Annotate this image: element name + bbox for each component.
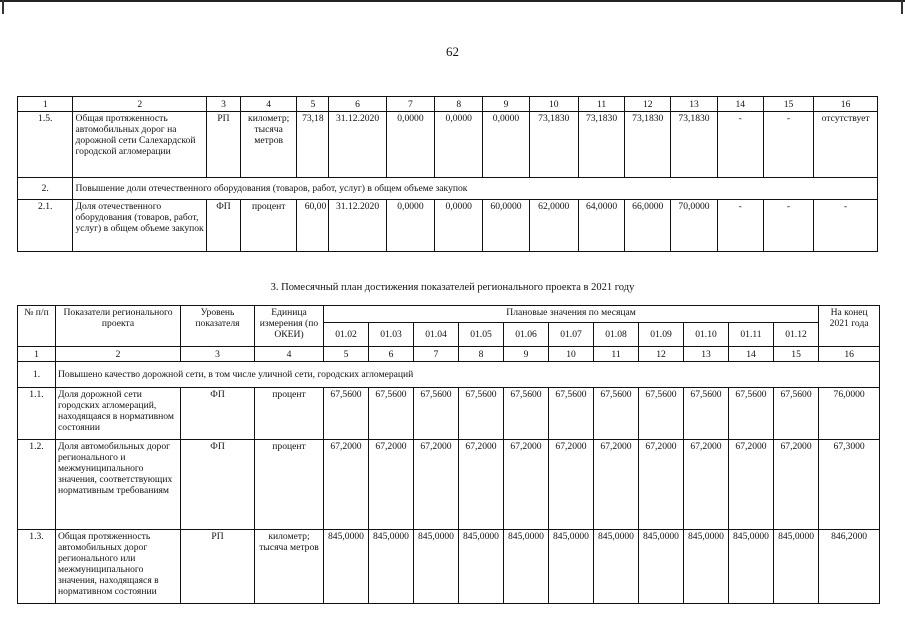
year-end-value: 76,0000 [819, 388, 880, 440]
table-row [18, 440, 880, 530]
month-value: 67,2000 [459, 440, 504, 530]
column-number: 11 [594, 347, 639, 362]
base-date: 31.12.2020 [329, 200, 387, 252]
row-number: 1.2. [18, 440, 56, 530]
indicator-name: Доля дорожной сети городских агломераций, находящаяся в нормативном состоянии [56, 388, 181, 440]
month-value: 67,2000 [549, 440, 594, 530]
row-number: 1. [18, 362, 56, 388]
month-header: 01.05 [459, 323, 504, 347]
header-cell: 7 [386, 97, 434, 112]
column-number: 7 [414, 347, 459, 362]
unit-cell: километр; тысяча метров [255, 530, 324, 604]
value-cell: 0,0000 [483, 112, 529, 178]
month-value: 67,2000 [324, 440, 369, 530]
indicator-level: РП [181, 530, 255, 604]
value-cell: 73,1830 [625, 112, 671, 178]
column-number: 9 [504, 347, 549, 362]
month-value: 67,2000 [729, 440, 774, 530]
indicator-header: Показатели регионального проекта [56, 306, 181, 347]
column-number: 4 [255, 347, 324, 362]
month-value: 67,5600 [729, 388, 774, 440]
value-cell: - [763, 200, 813, 252]
column-number: 10 [549, 347, 594, 362]
base-date: 31.12.2020 [329, 112, 387, 178]
column-number: 5 [324, 347, 369, 362]
header-cell: 6 [329, 97, 387, 112]
month-header: 01.03 [369, 323, 414, 347]
value-cell: - [717, 200, 763, 252]
header-cell: 16 [814, 97, 878, 112]
month-header: 01.02 [324, 323, 369, 347]
month-value: 67,2000 [414, 440, 459, 530]
comment-cell: отсутствует [814, 112, 878, 178]
month-value: 67,5600 [549, 388, 594, 440]
unit-cell: километр; тысяча метров [240, 112, 297, 178]
header-cell: 15 [763, 97, 813, 112]
header-cell: 5 [297, 97, 329, 112]
month-value: 67,2000 [369, 440, 414, 530]
month-value: 845,0000 [684, 530, 729, 604]
column-number-row [18, 347, 880, 362]
section-title: 3. Помесячный план достижения показателей регионального проекта в 2021 году [270, 282, 635, 293]
column-number: 8 [459, 347, 504, 362]
month-value: 67,2000 [639, 440, 684, 530]
month-value: 67,2000 [504, 440, 549, 530]
month-header: 01.04 [414, 323, 459, 347]
header-cell: 4 [240, 97, 297, 112]
month-value: 67,5600 [324, 388, 369, 440]
base-value: 60,00 [297, 200, 329, 252]
num-header: № п/п [18, 306, 56, 347]
month-header: 01.09 [639, 323, 684, 347]
value-cell: 70,0000 [671, 200, 717, 252]
month-value: 67,5600 [594, 388, 639, 440]
value-cell: 73,1830 [529, 112, 578, 178]
value-cell: 64,0000 [578, 200, 624, 252]
planned-values-header: Плановые значения по месяцам [324, 306, 819, 323]
month-value: 845,0000 [504, 530, 549, 604]
monthly-plan-table [17, 305, 880, 604]
month-value: 67,5600 [684, 388, 729, 440]
month-value: 845,0000 [639, 530, 684, 604]
value-cell: 0,0000 [386, 200, 434, 252]
month-value: 67,5600 [369, 388, 414, 440]
year-end-header: На конец 2021 года [819, 306, 880, 347]
page-number: 62 [446, 44, 459, 59]
row-number: 2. [18, 178, 73, 200]
table-section-row [18, 178, 878, 200]
value-cell: 0,0000 [386, 112, 434, 178]
month-header: 01.08 [594, 323, 639, 347]
value-cell: 62,0000 [529, 200, 578, 252]
value-cell: 73,1830 [578, 112, 624, 178]
unit-cell: процент [240, 200, 297, 252]
month-value: 845,0000 [414, 530, 459, 604]
year-end-value: 67,3000 [819, 440, 880, 530]
header-cell: 10 [529, 97, 578, 112]
scan-edge-left [2, 0, 4, 14]
column-number: 14 [729, 347, 774, 362]
table-header-row [18, 306, 880, 323]
row-number: 2.1. [18, 200, 73, 252]
indicator-name: Доля отечественного оборудования (товаров, работ, услуг) в общем объеме закупок [73, 200, 207, 252]
month-value: 845,0000 [549, 530, 594, 604]
month-value: 845,0000 [324, 530, 369, 604]
month-value: 845,0000 [459, 530, 504, 604]
indicator-name: Общая протяженность автомобильных дорог регионального или межмуниципального значения, находящаяся в нормативном состоянии [56, 530, 181, 604]
indicator-level: ФП [207, 200, 241, 252]
section-name: Повышение доли отечественного оборудования (товаров, работ, услуг) в общем объеме закупок [73, 178, 878, 200]
section-name: Повышено качество дорожной сети, в том числе уличной сети, городских агломераций [56, 362, 880, 388]
header-cell: 1 [18, 97, 73, 112]
month-value: 845,0000 [774, 530, 819, 604]
month-value: 845,0000 [369, 530, 414, 604]
indicator-level: ФП [181, 388, 255, 440]
column-number: 16 [819, 347, 880, 362]
month-value: 67,5600 [414, 388, 459, 440]
month-value: 845,0000 [594, 530, 639, 604]
year-end-value: 846,2000 [819, 530, 880, 604]
unit-cell: процент [255, 388, 324, 440]
month-header: 01.10 [684, 323, 729, 347]
header-cell: 12 [625, 97, 671, 112]
row-number: 1.3. [18, 530, 56, 604]
column-number: 13 [684, 347, 729, 362]
header-cell: 9 [483, 97, 529, 112]
value-cell: 60,0000 [483, 200, 529, 252]
value-cell: 0,0000 [435, 112, 483, 178]
month-value: 67,5600 [504, 388, 549, 440]
column-number: 3 [181, 347, 255, 362]
month-value: 845,0000 [729, 530, 774, 604]
value-cell: - [763, 112, 813, 178]
scan-edge-right [901, 0, 903, 14]
scan-edge [0, 0, 905, 2]
table-header-row [18, 97, 878, 112]
column-number: 2 [56, 347, 181, 362]
value-cell: 0,0000 [435, 200, 483, 252]
month-value: 67,5600 [774, 388, 819, 440]
column-number: 1 [18, 347, 56, 362]
header-cell: 11 [578, 97, 624, 112]
indicator-level: ФП [181, 440, 255, 530]
indicators-table [17, 96, 878, 252]
table-section-row [18, 362, 880, 388]
indicator-name: Доля автомобильных дорог регионального и межмуниципального значения, соответствующих нормативным требованиям [56, 440, 181, 530]
month-value: 67,5600 [459, 388, 504, 440]
table-row [18, 388, 880, 440]
column-number: 6 [369, 347, 414, 362]
value-cell: 73,1830 [671, 112, 717, 178]
indicator-level: РП [207, 112, 241, 178]
month-header: 01.07 [549, 323, 594, 347]
header-cell: 3 [207, 97, 241, 112]
header-cell: 13 [671, 97, 717, 112]
base-value: 73,18 [297, 112, 329, 178]
unit-header: Единица измерения (по ОКЕИ) [255, 306, 324, 347]
header-cell: 8 [435, 97, 483, 112]
header-cell: 14 [717, 97, 763, 112]
table-row [18, 530, 880, 604]
month-header: 01.11 [729, 323, 774, 347]
month-value: 67,2000 [594, 440, 639, 530]
column-number: 15 [774, 347, 819, 362]
column-number: 12 [639, 347, 684, 362]
indicator-name: Общая протяженность автомобильных дорог на дорожной сети Салехардской городской агломерации [73, 112, 207, 178]
header-cell: 2 [73, 97, 207, 112]
row-number: 1.5. [18, 112, 73, 178]
value-cell: - [717, 112, 763, 178]
table-row [18, 200, 878, 252]
month-header: 01.12 [774, 323, 819, 347]
comment-cell: - [814, 200, 878, 252]
month-value: 67,5600 [639, 388, 684, 440]
month-value: 67,2000 [774, 440, 819, 530]
month-value: 67,2000 [684, 440, 729, 530]
row-number: 1.1. [18, 388, 56, 440]
unit-cell: процент [255, 440, 324, 530]
level-header: Уровень показателя [181, 306, 255, 347]
month-header: 01.06 [504, 323, 549, 347]
value-cell: 66,0000 [625, 200, 671, 252]
table-row [18, 112, 878, 178]
